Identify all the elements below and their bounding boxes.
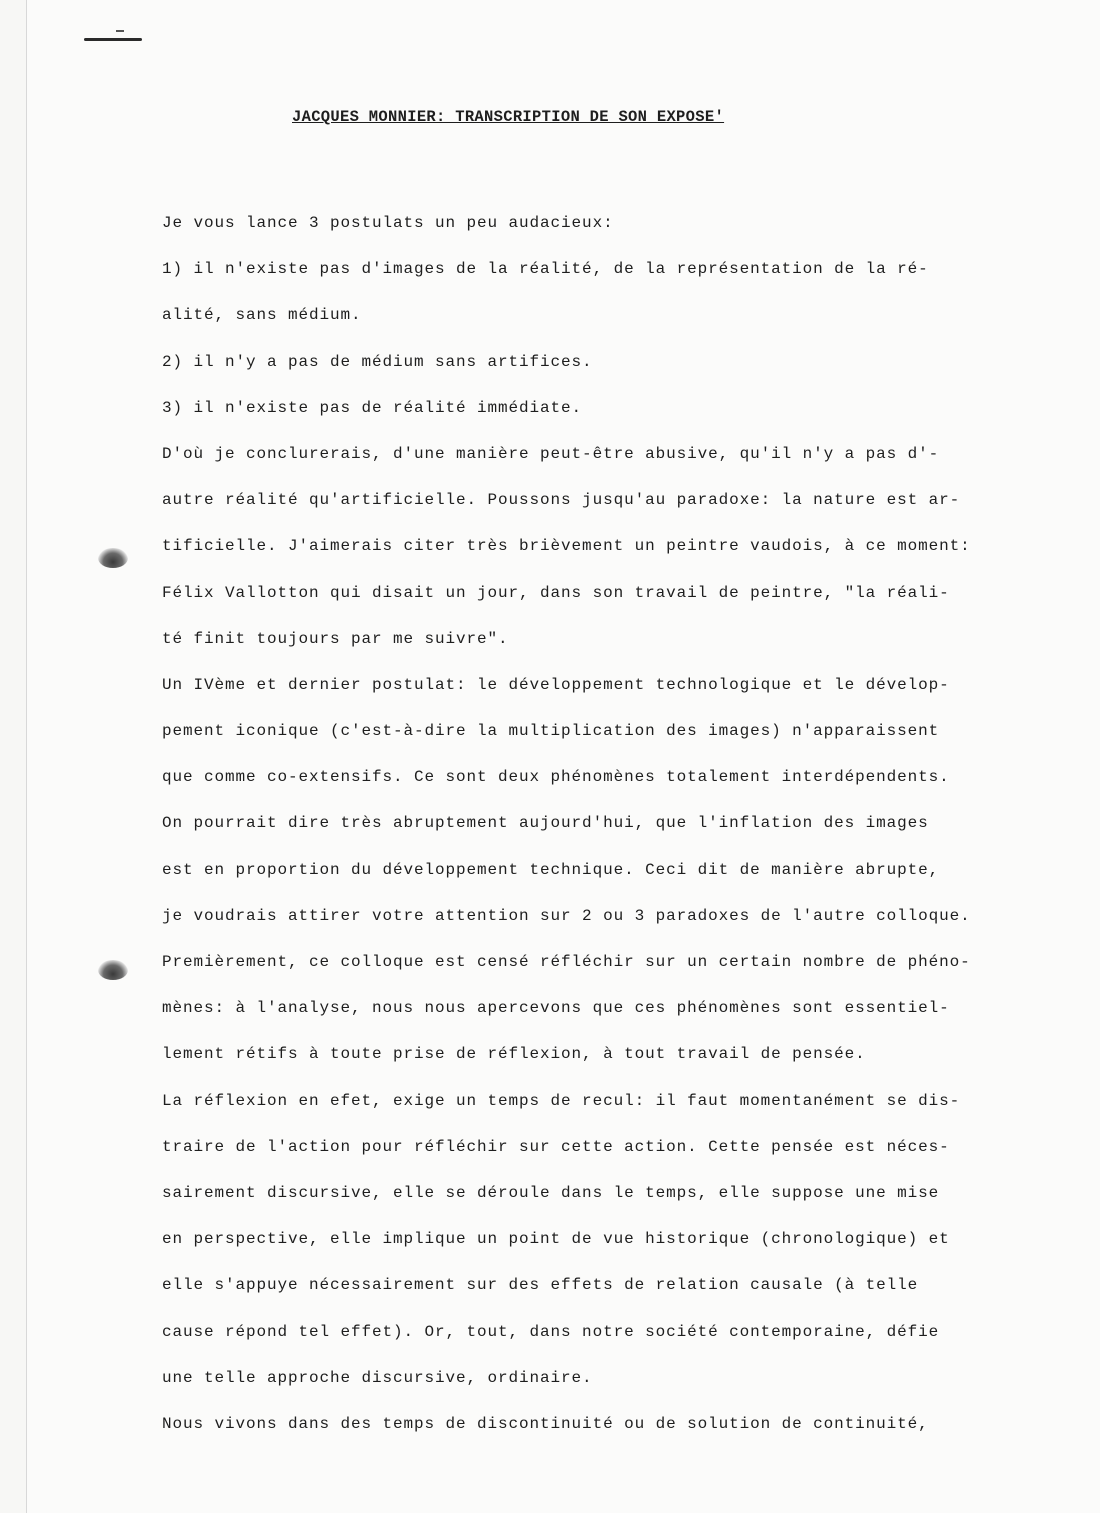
body-line: est en proportion du développement technique. Ceci dit de manière abrupte, [162, 860, 940, 879]
body-line: On pourrait dire très abruptement aujourd'hui, que l'inflation des images [162, 814, 929, 833]
punch-hole-top [98, 548, 128, 568]
body-line: pement iconique (c'est-à-dire la multiplication des images) n'apparaissent [162, 722, 940, 741]
body-line: je voudrais attirer votre attention sur 2 ou 3 paradoxes de l'autre colloque. [162, 906, 971, 925]
body-line: elle s'appuye nécessairement sur des effets de relation causale (à telle [162, 1276, 919, 1295]
body-line: Premièrement, ce colloque est censé réfléchir sur un certain nombre de phéno- [162, 953, 971, 971]
body-line: 1) il n'existe pas d'images de la réalité, de la représentation de la ré- [162, 260, 929, 279]
body-line: traire de l'action pour réfléchir sur cette action. Cette pensée est néces- [162, 1137, 950, 1156]
body-line: cause répond tel effet). Or, tout, dans notre société contemporaine, défie [162, 1322, 940, 1341]
body-line: mènes: à l'analyse, nous nous apercevons que ces phénomènes sont essentiel- [162, 999, 950, 1018]
body-line: tificielle. J'aimerais citer très brièvement un peintre vaudois, à ce moment: [162, 537, 971, 556]
document-body [162, 208, 1042, 1455]
body-line: autre réalité qu'artificielle. Poussons jusqu'au paradoxe: la nature est ar- [162, 491, 961, 510]
body-line: 3) il n'existe pas de réalité immédiate. [162, 398, 583, 417]
pen-mark-small [116, 30, 124, 32]
body-line: une telle approche discursive, ordinaire. [162, 1368, 593, 1387]
body-line: Félix Vallotton qui disait un jour, dans son travail de peintre, "la réali- [162, 583, 950, 602]
body-line: 2) il n'y a pas de médium sans artifices. [162, 352, 593, 371]
body-line: lement rétifs à toute prise de réflexion, à tout travail de pensée. [162, 1045, 866, 1064]
body-line: La réflexion en efet, exige un temps de recul: il faut momentanément se dis- [162, 1091, 961, 1110]
body-line: en perspective, elle implique un point de vue historique (chronologique) et [162, 1230, 950, 1249]
body-line: té finit toujours par me suivre". [162, 629, 509, 648]
body-line: Nous vivons dans des temps de discontinuité ou de solution de continuité, [162, 1414, 929, 1433]
body-line: D'où je conclurerais, d'une manière peut-être abusive, qu'il n'y a pas d'- [162, 444, 940, 463]
punch-hole-bottom [98, 960, 128, 980]
document-title: JACQUES MONNIER: TRANSCRIPTION DE SON EXPOSE' [292, 108, 725, 126]
body-line: Un IVème et dernier postulat: le développement technologique et le dévelop- [162, 675, 950, 694]
body-line: alité, sans médium. [162, 306, 362, 325]
body-line: Je vous lance 3 postulats un peu audacieux: [162, 214, 614, 232]
pen-mark [84, 38, 142, 41]
body-line: sairement discursive, elle se déroule dans le temps, elle suppose une mise [162, 1183, 940, 1202]
body-line: que comme co-extensifs. Ce sont deux phénomènes totalement interdépendents. [162, 768, 950, 787]
